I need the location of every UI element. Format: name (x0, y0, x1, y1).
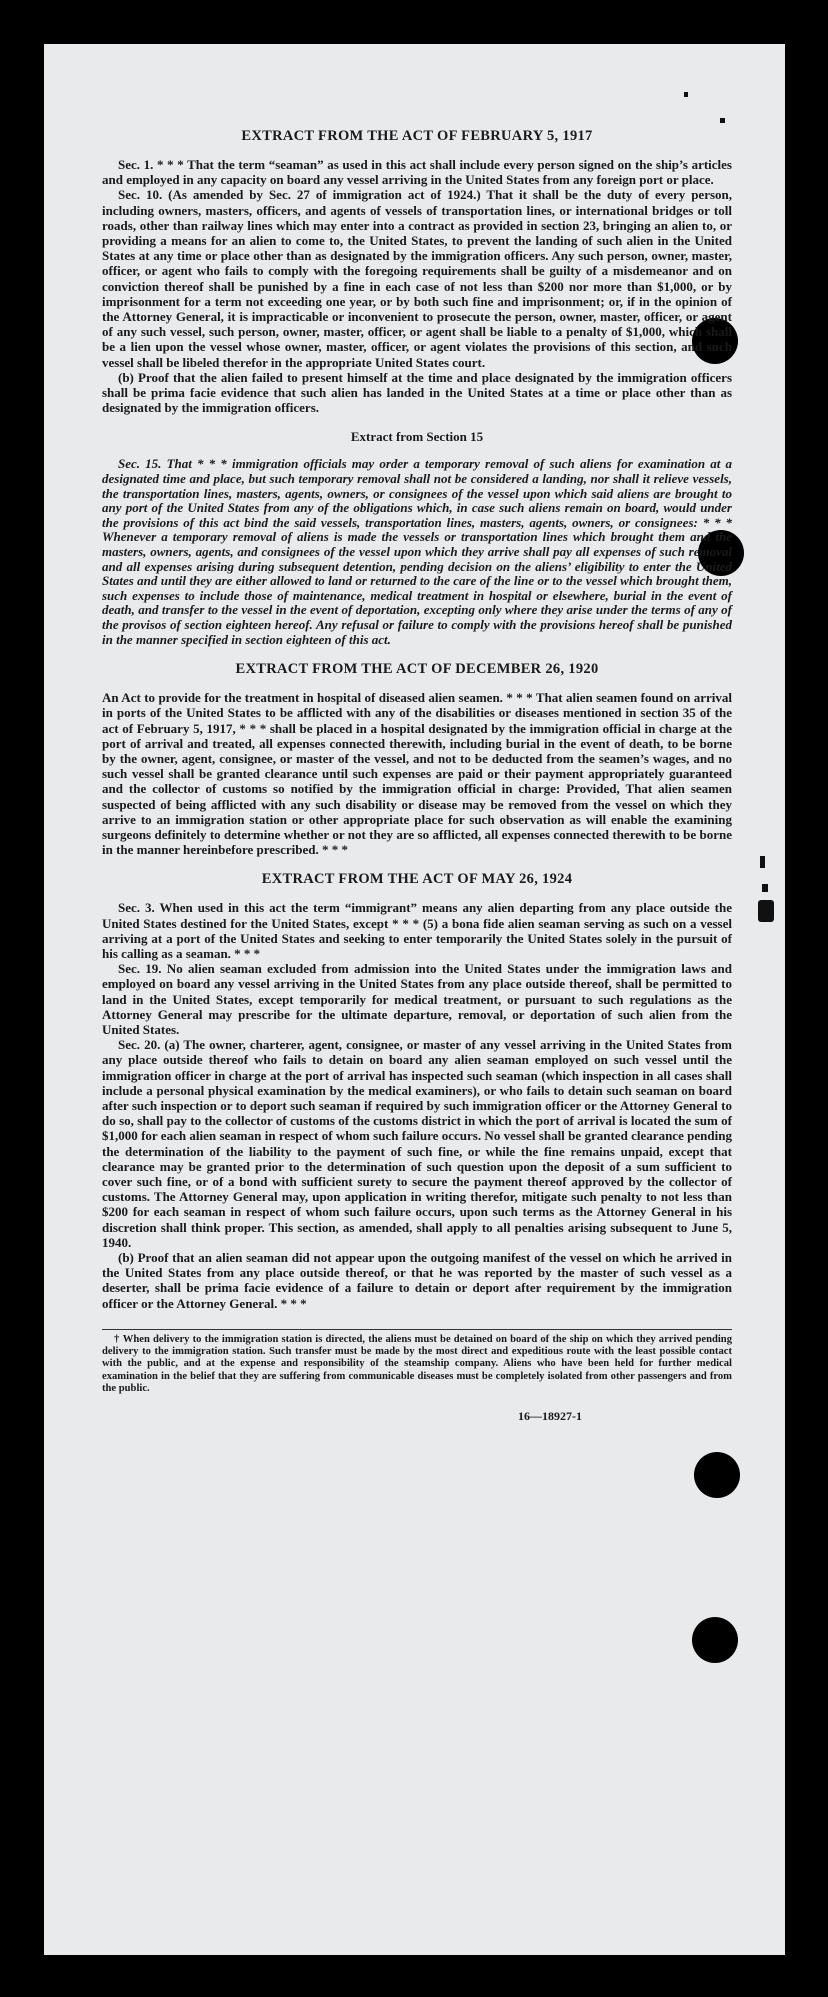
paragraph-sec-1: Sec. 1. * * * That the term “seaman” as used in this act shall include every person signed on the ship’s articles and employed in any capacity on board any vessel arriving in the United States from any foreign port or place. (102, 157, 732, 188)
paragraph-sec-10: Sec. 10. (As amended by Sec. 27 of immigration act of 1924.) That it shall be the duty of every person, including owners, masters, officers, and agents of vessels of transportation lines, or international bridges or toll roads, other than railway lines which may enter into a contract as provided in section 23, bringing an alien to, or providing a means for an alien to come to, the United States, to prevent the landing of such alien in the United States at any time or place other than as designated by the immigration officers. Any such person, owner, master, officer, or agent who fails to comply with the foregoing requirements shall be guilty of a misdemeanor and on conviction thereof shall be punished by a fine in each case of not less than $200 nor more than $1,000, or by imprisonment for a term not exceeding one year, or by both such fine and imprisonment; or, if in the opinion of the Attorney General, it is impracticable or inconvenient to prosecute the person, owner, master, officer, or agent of any such vessel, such person, owner, master, officer, or agent shall be liable to a penalty of $1,000, which shall be a lien upon the vessel whose owner, master, officer, or agent violates the provisions of this section, and such vessel shall be libeled therefor in the appropriate United States court. (102, 187, 732, 370)
margin-mark (758, 900, 774, 922)
paragraph-sec-10b: (b) Proof that the alien failed to present himself at the time and place designated by the immigration officers shall be prima facie evidence that such alien has landed in the United States at a time or place other than as designated by the immigration officers. (102, 369, 732, 416)
section-15-block (102, 457, 732, 647)
document-number: 16—18927-1 (518, 1408, 582, 1423)
heading-section-15: Extract from Section 15 (350, 429, 484, 445)
paragraph-sec-20b: (b) Proof that an alien seaman did not appear upon the outgoing manifest of the vessel on which he arrived in the United States from any place outside thereof, or that he was reported by the master of such vessel as a deserter, shall be prima facie evidence of a failure to detain or deport after requirement by the immigration officer or the Attorney General. * * * (102, 1250, 732, 1311)
margin-mark (684, 92, 688, 97)
heading-act-1917: EXTRACT FROM THE ACT OF FEBRUARY 5, 1917 (241, 128, 593, 144)
margin-mark (760, 856, 765, 868)
paragraph-act-1920: An Act to provide for the treatment in hospital of diseased alien seamen. * * * That alien seamen found on arrival in ports of the United States to be afflicted with any of the disabilities or diseases mentioned in section 35 of the act of February 5, 1917, * * * shall be placed in a hospital designated by the immigration official in charge at the port of arrival and treated, all expenses connected therewith, including burial in the event of death, to be borne by the owner, agent, consignee, or master of the vessel, and not to be deducted from the seamen’s wages, and no such vessel shall be granted clearance until such expenses are paid or their payment appropriately guaranteed and the collector of customs so notified by the immigration official in charge: Provided, That alien seamen suspected of being afflicted with any such disability or disease may be removed from the vessel on which they arrive to an immigration station or other appropriate place for such observation as will enable the examining surgeons definitely to determine whether or not they are so afflicted, all expenses connected therewith to be borne in the manner hereinbefore prescribed. * * * (102, 690, 732, 858)
document-body (102, 128, 732, 1424)
heading-act-1924: EXTRACT FROM THE ACT OF MAY 26, 1924 (261, 871, 573, 888)
punch-hole (692, 1617, 738, 1663)
margin-mark (720, 118, 725, 123)
footnote (102, 1329, 732, 1395)
paragraph-sec-15: Sec. 15. That * * * immigration officials may order a temporary removal of such aliens for examination at a designated time and place, but such temporary removal shall not be considered a landing, nor shall it relieve vessels, the transportation lines, masters, agents, owners, or consignees of the vessel upon which said aliens are brought to any port of the United States from any of the obligations which, in case such aliens remain on board, would under the provisions of this act bind the said vessels, transportation lines, masters, agents, owners, or consignees: * * * Whenever a temporary removal of aliens is made the vessels or transportation lines which brought them and the masters, owners, agents, and consignees of the vessel upon which they arrive shall pay all expenses of such removal and all expenses arising during subsequent detention, pending decision on the aliens’ eligibility to enter the United States and until they are either allowed to land or returned to the care of the line or to the vessel which brought them, such expenses to include those of maintenance, medical treatment in hospital or elsewhere, burial in the event of death, and transfer to the vessel in the event of deportation, excepting only where they arise under the terms of any of the provisos of section eighteen hereof. Any refusal or failure to comply with the provisions hereof shall be punished in the manner specified in section eighteen of this act. (102, 456, 732, 647)
document-page (44, 44, 785, 1955)
paragraph-sec-20a: Sec. 20. (a) The owner, charterer, agent, consignee, or master of any vessel arriving in the United States from any place outside thereof who fails to detain on board any alien seaman employed on such vessel until the immigration officer in charge at the port of arrival has inspected such seaman (which inspection in all cases shall include a personal physical examination by the medical examiners), or who fails to detain such seaman on board after such inspection or to deport such seaman if required by such immigration officer or the Attorney General to do so, shall pay to the collector of customs of the customs district in which the port of arrival is located the sum of $1,000 for each alien seaman in respect of whom such failure occurs. No vessel shall be granted clearance pending the determination of the liability to the payment of such fine, or while the fine remains unpaid, except that clearance may be granted prior to the determination of such question upon the deposit of a sum sufficient to cover such fine, or of a bond with sufficient surety to secure the payment thereof approved by the collector of customs. The Attorney General may, upon application in writing therefor, mitigate such penalty to not less than $200 for each seaman in respect of whom such failure occurs, upon such terms as the Attorney General in his discretion shall think proper. This section, as amended, shall apply to all penalties arising subsequent to June 5, 1940. (102, 1037, 732, 1250)
margin-mark (762, 884, 768, 892)
heading-act-1920: EXTRACT FROM THE ACT OF DECEMBER 26, 1920 (235, 661, 599, 678)
paragraph-sec-3: Sec. 3. When used in this act the term “immigrant” means any alien departing from any place outside the United States destined for the United States, except * * * (5) a bona fide alien seaman serving as such on a vessel arriving at a port of the United States and seeking to enter temporarily the United States solely in the pursuit of his calling as a seaman. * * * (102, 900, 732, 962)
footnote-text: † When delivery to the immigration station is directed, the aliens must be detained on board of the ship on which they arrived pending delivery to the immigration station. Such transfer must be made by the most direct and expeditious route with the least possible contact with the public, and at the expense and responsibility of the steamship company. Aliens who have been held for further medical examination in the belief that they are suffering from communicable diseases must be completely isolated from other passengers and from the public. (102, 1333, 732, 1394)
punch-hole (694, 1452, 740, 1498)
paragraph-sec-19: Sec. 19. No alien seaman excluded from admission into the United States under the immigration laws and employed on board any vessel arriving in the United States from any place outside thereof, shall be permitted to land in the United States, except temporarily for medical treatment, or pursuant to such regulations as the Attorney General may prescribe for the ultimate departure, removal, or deportation of such alien from the United States. (102, 961, 732, 1038)
